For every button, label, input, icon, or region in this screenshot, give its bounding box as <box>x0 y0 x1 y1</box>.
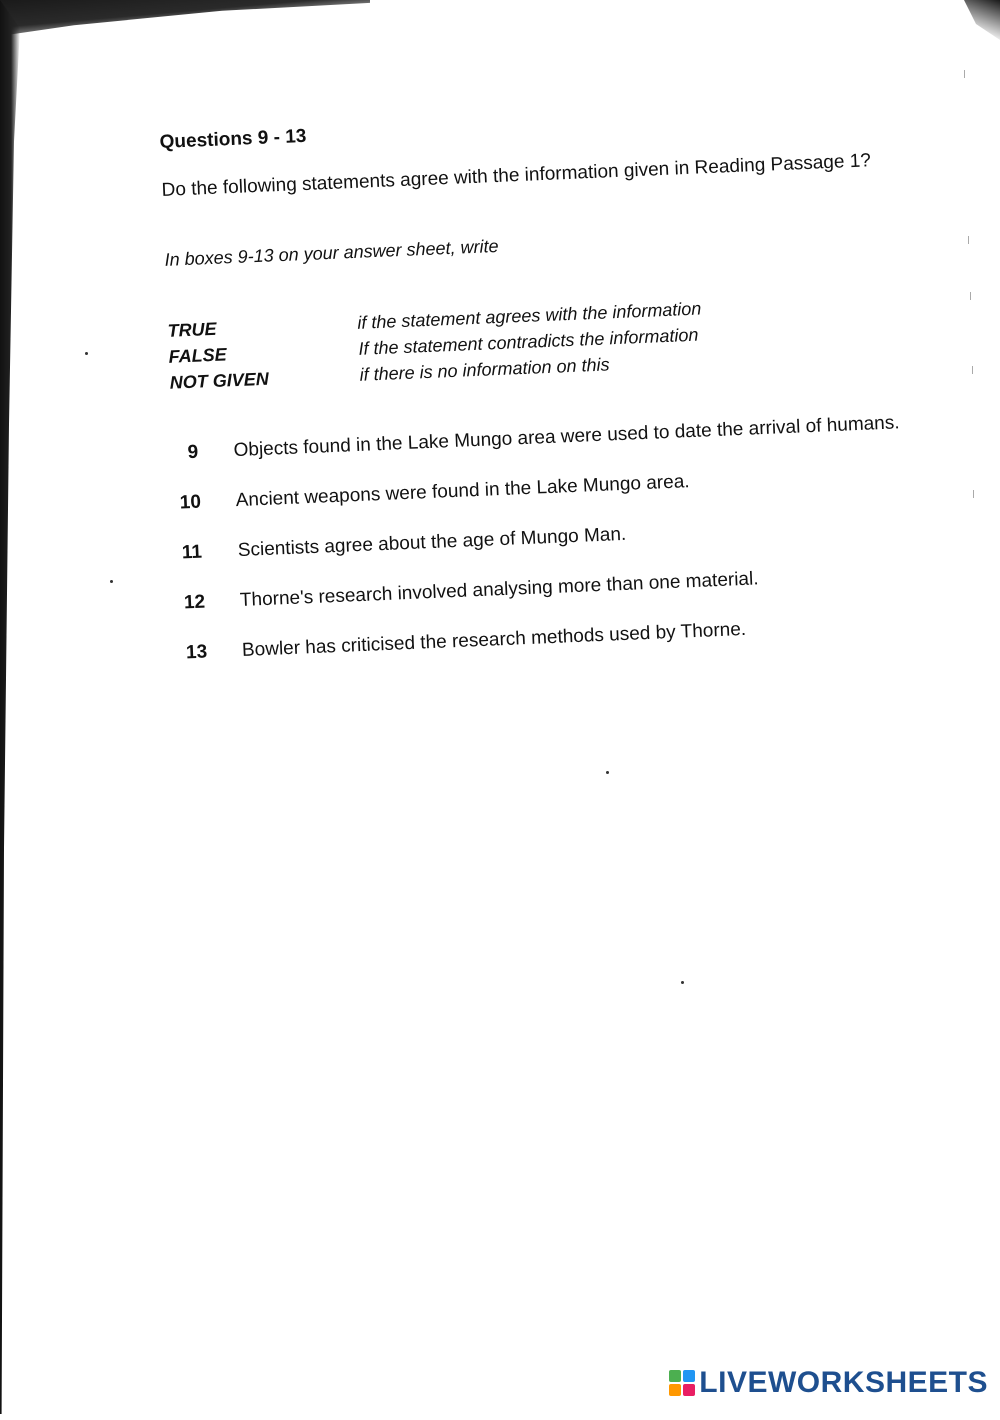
legend-key: NOT GIVEN <box>169 368 270 393</box>
instruction-text: Do the following statements agree with the information given in Reading Passage 1? <box>161 150 872 201</box>
question-text: Bowler has criticised the research methods used by Thorne. <box>241 618 747 661</box>
legend-key: FALSE <box>168 343 228 367</box>
question-number: 9 <box>187 441 199 464</box>
question-number: 10 <box>179 491 202 514</box>
logo-tile <box>683 1384 695 1396</box>
legend-desc: if the statement agrees with the information <box>356 297 702 333</box>
question-text: Ancient weapons were found in the Lake Mungo area. <box>235 471 690 512</box>
logo-tile <box>669 1384 681 1396</box>
legend-key: TRUE <box>167 318 217 341</box>
questions-heading: Questions 9 - 13 <box>159 125 307 153</box>
watermark-text: LIVEWORKSHEETS <box>699 1366 988 1399</box>
answer-key-legend <box>167 289 870 396</box>
question-number: 12 <box>183 591 206 614</box>
logo-tile <box>683 1370 695 1382</box>
question-text: Scientists agree about the age of Mungo Man. <box>237 523 627 562</box>
question-number: 13 <box>185 641 208 664</box>
legend-desc: If the statement contradicts the information <box>358 324 699 359</box>
question-list <box>177 402 977 685</box>
question-number: 11 <box>181 541 203 564</box>
liveworksheets-logo-icon <box>669 1370 695 1396</box>
liveworksheets-watermark <box>669 1366 988 1400</box>
legend-desc: if there is no information on this <box>359 353 610 385</box>
logo-tile <box>669 1370 681 1382</box>
answer-sheet-instruction: In boxes 9-13 on your answer sheet, write <box>164 235 499 270</box>
question-text: Thorne's research involved analysing more than one material. <box>239 568 759 612</box>
question-text: Objects found in the Lake Mungo area were used to date the arrival of humans. <box>233 412 900 462</box>
